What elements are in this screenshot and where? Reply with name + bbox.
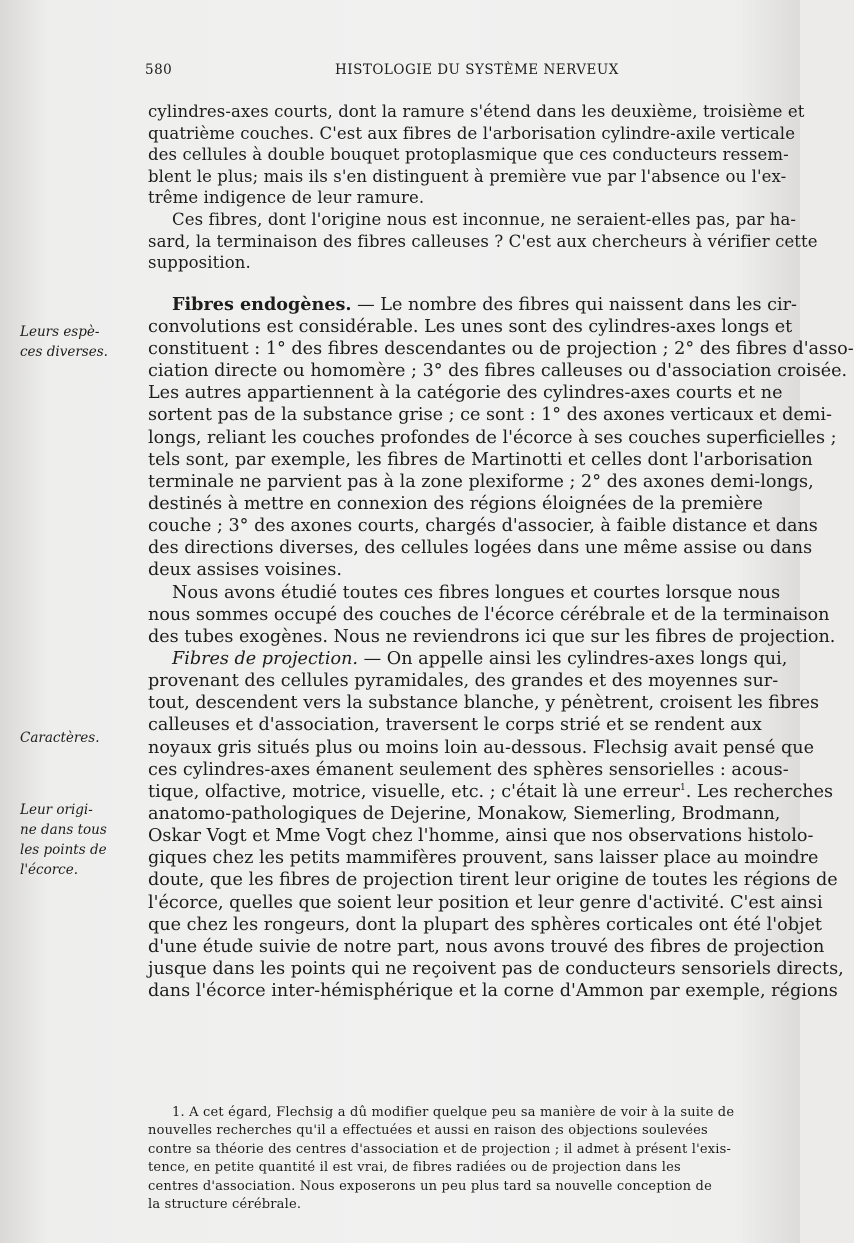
text-line: trême indigence de leur ramure.: [148, 188, 425, 208]
text-line: destinés à mettre en connexion des régions éloignées de la première: [148, 494, 763, 515]
text-line: doute, que les fibres de projection tirent leur origine de toutes les régions de: [148, 870, 838, 891]
margin-note-line: ne dans tous: [20, 822, 107, 838]
text-line: terminale ne parvient pas à la zone plexiforme ; 2° des axones demi-longs,: [148, 471, 814, 492]
text-run: . Les recherches: [685, 781, 834, 802]
text-run: — On appelle ainsi les cylindres-axes longs qui,: [358, 649, 788, 669]
main-text: [148, 101, 854, 1002]
text-line: cylindres-axes courts, dont la ramure s'étend dans les deuxième, troisième et: [148, 102, 805, 121]
section-fibres-endogenes: [148, 293, 854, 582]
section-first-line: [148, 293, 797, 316]
margin-note-line: Caractères.: [20, 730, 100, 746]
text-line: sortent pas de la substance grise ; ce sont : 1° des axones verticaux et demi-: [148, 405, 832, 426]
paragraph-fibres-de-projection: [148, 648, 844, 1002]
text-line: sard, la terminaison des fibres calleuses ? C'est aux chercheurs à vérifier cette: [148, 231, 818, 251]
paragraph-1: [148, 101, 805, 209]
text-line: couche ; 3° des axones courts, chargés d'associer, à faible distance et dans: [148, 516, 818, 537]
footnote-line: nouvelles recherches qu'il a effectuées et aussi en raison des objections soulevées: [148, 1123, 708, 1139]
margin-note-caracteres: [20, 728, 130, 748]
text-run: tique, olfactive, motrice, visuelle, etc. ; c'était là une erreur: [148, 781, 680, 802]
margin-note-line: les points de: [20, 842, 107, 858]
text-line: des cellules à double bouquet protoplasmique que ces conducteurs ressem-: [148, 145, 789, 165]
paragraph-first-line: [148, 648, 788, 670]
paragraph-2: [148, 209, 818, 274]
text-run: — Le nombre des fibres qui naissent dans les cir-: [351, 294, 797, 315]
footnote-reference[interactable]: 1: [679, 782, 686, 793]
text-line: que chez les rongeurs, dont la plupart des sphères corticales ont été l'objet: [148, 914, 822, 935]
text-line: Nous avons étudié toutes ces fibres longues et courtes lorsque nous: [172, 582, 781, 603]
margin-note-line: Leur origi-: [20, 802, 93, 818]
text-line: jusque dans les points qui ne reçoivent pas de conducteurs sensoriels directs,: [148, 958, 844, 979]
text-line: Les autres appartiennent à la catégorie des cylindres-axes courts et ne: [148, 383, 783, 404]
text-line: blent le plus; mais ils s'en distinguent à première vue par l'absence ou l'ex-: [148, 166, 787, 186]
text-line: nous sommes occupé des couches de l'écorce cérébrale et de la terminaison: [148, 604, 830, 625]
text-line: convolutions est considérable. Les unes sont des cylindres-axes longs et: [148, 316, 793, 337]
text-line: provenant des cellules pyramidales, des grandes et des moyennes sur-: [148, 671, 779, 692]
running-header: [145, 62, 785, 82]
text-line: tout, descendent vers la substance blanche, y pénètrent, croisent les fibres: [148, 693, 820, 714]
page-number: 580: [145, 62, 173, 78]
footnote-line: contre sa théorie des centres d'association et de projection ; il admet à présent l'exis-: [148, 1141, 732, 1157]
text-line: ciation directe ou homomère ; 3° des fibres calleuses ou d'association croisée.: [148, 361, 848, 382]
margin-note-line: l'écorce.: [20, 862, 79, 878]
text-line: des tubes exogènes. Nous ne reviendrons ici que sur les fibres de projection.: [148, 626, 836, 647]
text-line: ces cylindres-axes émanent seulement des sphères sensorielles : acous-: [148, 759, 789, 780]
margin-note-leur-origine: [20, 800, 130, 880]
paragraph-heading: Fibres de projection.: [172, 649, 359, 669]
text-line-with-footnote-ref: [148, 781, 834, 803]
text-line: tels sont, par exemple, les fibres de Martinotti et celles dont l'arborisation: [148, 449, 813, 470]
text-line: anatomo-pathologiques de Dejerine, Monakow, Siemerling, Brodmann,: [148, 803, 781, 824]
running-title: HISTOLOGIE DU SYSTÈME NERVEUX: [335, 62, 619, 78]
text-line: Ces fibres, dont l'origine nous est inconnue, ne seraient-elles pas, par ha-: [172, 209, 797, 229]
text-line: noyaux gris situés plus ou moins loin au-dessous. Flechsig avait pensé que: [148, 737, 815, 758]
text-line: quatrième couches. C'est aux fibres de l'arborisation cylindre-axile verticale: [148, 123, 796, 143]
text-line: des directions diverses, des cellules logées dans une même assise ou dans: [148, 538, 813, 559]
section-heading: Fibres endogènes.: [172, 293, 352, 315]
text-line: Oskar Vogt et Mme Vogt chez l'homme, ainsi que nos observations histolo-: [148, 826, 814, 847]
margin-note-line: Leurs espè-: [20, 324, 100, 340]
text-line: giques chez les petits mammifères prouvent, sans laisser place au moindre: [148, 848, 819, 869]
paragraph-4: [148, 582, 836, 648]
text-line: deux assises voisines.: [148, 560, 342, 581]
text-line: supposition.: [148, 253, 251, 273]
text-line: l'écorce, quelles que soient leur position et leur genre d'activité. C'est ainsi: [148, 892, 823, 913]
text-line: d'une étude suivie de notre part, nous avons trouvé des fibres de projection: [148, 936, 825, 957]
footnote: [148, 1104, 788, 1214]
text-line: constituent : 1° des fibres descendantes ou de projection ; 2° des fibres d'asso-: [148, 339, 854, 360]
footnote-line: centres d'association. Nous exposerons un peu plus tard sa nouvelle conception de: [148, 1178, 712, 1194]
text-line: longs, reliant les couches profondes de l'écorce à ses couches superficielles ;: [148, 427, 837, 448]
text-line: dans l'écorce inter-hémisphérique et la corne d'Ammon par exemple, régions: [148, 981, 838, 1002]
footnote-line: tence, en petite quantité il est vrai, de fibres radiées ou de projection dans les: [148, 1160, 681, 1176]
margin-note-line: ces diverses.: [20, 344, 108, 360]
text-line: calleuses et d'association, traversent le corps strié et se rendent aux: [148, 715, 762, 736]
footnote-line: 1. A cet égard, Flechsig a dû modifier quelque peu sa manière de voir à la suite de: [172, 1105, 735, 1120]
footnote-line: la structure cérébrale.: [148, 1197, 302, 1213]
margin-note-leurs-especes: [20, 322, 130, 362]
